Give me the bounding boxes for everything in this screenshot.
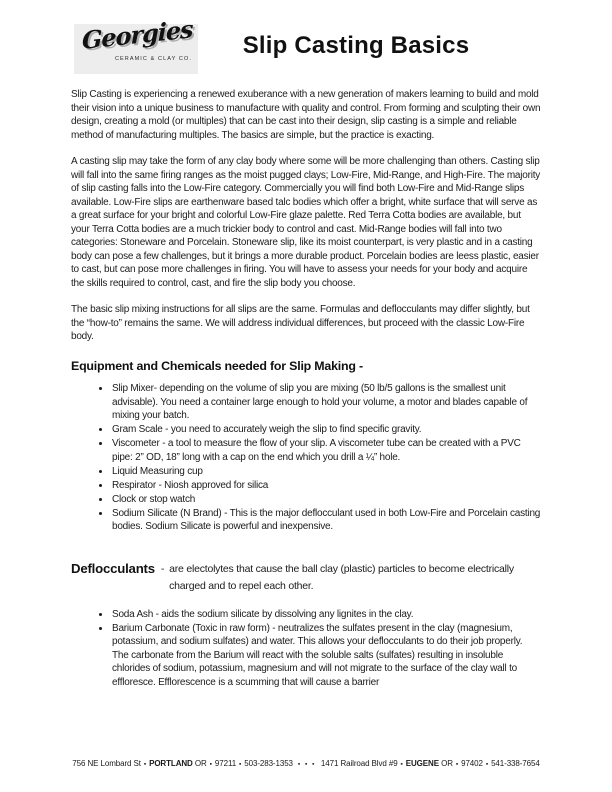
deflocculants-separator: - [160, 562, 165, 575]
footer-separator: ▪ [209, 760, 212, 768]
footer-separator: ▪ [455, 760, 459, 768]
portland-phone: 503-283-1353 [244, 759, 293, 768]
footer-separator: ▪ [400, 760, 403, 768]
page-title: Slip Casting Basics [242, 32, 470, 59]
list-item: • Barium Carbonate (Toxic in raw form) - neutralizes the sulfates present in the clay (magnesium, potassium, and sodium sulfates) and water. This allows your deflocculants to do their job properly. The carbonate from the Barium will react with the soluble salts (sulfates) resulting in insoluble chlorides of sodium, potassium, magnesium and will not migrate to the surface of the clay wall to effloresce. Efflorescence is a scumming that will cause a barrier [111, 622, 541, 690]
deflocculants-section-heading [71, 561, 541, 595]
eugene-street: 1471 Railroad Blvd #9 [320, 759, 398, 768]
eugene-zip: 97402 [461, 759, 483, 768]
portland-zip: 97211 [214, 759, 237, 768]
list-item: • Clock or stop watch [111, 493, 541, 507]
equipment-section-heading: Equipment and Chemicals needed for Slip Making - [71, 358, 363, 373]
slip-types-paragraph: A casting slip may take the form of any clay body where some will be more challenging than others. Casting slip will fall into the same firing ranges as the moist pugged clays; Low-Fire, Mid-Range, and High-Fire. The majority of slip casting falls into the Low-Fire category. Commercially you will find both Low-Fire and Mid-Range slips available. Low-Fire slips are earthenware based talc bodies which offer a bright, white surface that will serve as a great surface for your bright and colorful Low-Fire glaze palette. Red Terra Cotta bodies are available, but your Terra Cotta bodies are a much trickier body to control and cast. Mid-Range bodies will fall into two categories: Stoneware and Porcelain. Stoneware slip, like its moist counterpart, is very plastic and in a casting body can pose a few challenges, but it brings a more durable product. Porcelain bodies are leess plastic, easier to cast, but can pose more challenges in firing. You will have to assess your needs for your body and acquire the skills required to control, cast, and fire the slip body you choose. [71, 156, 541, 289]
logo-brand-text: Georgies [82, 14, 193, 56]
logo-subtitle-text: CERAMIC & CLAY CO. [114, 56, 192, 62]
portland-street: 756 NE Lombard St [72, 759, 141, 768]
deflocculants-definition: are electolytes that cause the ball clay (plastic) particles to become electrically charged and to repel each other. [169, 562, 514, 592]
list-item: • Gram Scale - you need to accurately weigh the slip to find specific gravity. [111, 423, 541, 437]
document-header [0, 14, 612, 88]
intro-paragraph: Slip Casting is experiencing a renewed exuberance with a new generation of makers learning to build and mold their vision into a unique business to manufacture with quality and control. From forming and sculpting their own design, creating a mold (or multiples) that can be cast into their design, slip casting is a simple and reliable method of manufacturing multiples. The basics are simple, but the practice is exacting. [71, 89, 541, 141]
eugene-city: EUGENE [405, 759, 439, 768]
mixing-instructions-paragraph: The basic slip mixing instructions for all slips are the same. Formulas and deflocculants may differ slightly, but the “how-to” remains the same. We will address individual differences, but proceed with the classic Low-Fire body. [71, 304, 530, 342]
page-footer [0, 759, 612, 768]
footer-separator: ▪ [143, 760, 147, 768]
list-item: • Soda Ash - aids the sodium silicate by dissolving any lignites in the clay. [111, 608, 541, 622]
company-logo [74, 14, 198, 74]
list-item: • Respirator - Niosh approved for silica [111, 479, 541, 493]
list-item: • Slip Mixer- depending on the volume of slip you are mixing (50 lb/5 gallons is the smallest unit advisable). You need a container large enough to hold your volume, a motor and blades capable of mixing your batch. [111, 382, 541, 423]
list-item: • Viscometer - a tool to measure the flow of your slip. A viscometer tube can be created with a PVC pipe: 2” OD, 18” long with a cap on the end which you drill a ¼” hole. [111, 437, 541, 464]
portland-state: OR [194, 759, 207, 768]
footer-triple-separator: ▪ ▪ ▪ [297, 760, 316, 768]
list-item: • Sodium Silicate (N Brand) - This is the major deflocculant used in both Low-Fire and Porcelain casting bodies. Sodium Silicate is powerful and inexpensive. [111, 507, 541, 534]
document-body [0, 88, 612, 689]
deflocculants-term: Deflocculants [71, 560, 155, 576]
eugene-phone: 541-338-7654 [491, 759, 540, 768]
deflocculants-list [71, 608, 541, 690]
list-item: • Liquid Measuring cup [111, 465, 541, 479]
footer-separator: ▪ [485, 760, 489, 768]
portland-city: PORTLAND [149, 759, 193, 768]
footer-separator: ▪ [239, 760, 242, 768]
equipment-list [71, 382, 541, 534]
eugene-state: OR [441, 759, 453, 768]
